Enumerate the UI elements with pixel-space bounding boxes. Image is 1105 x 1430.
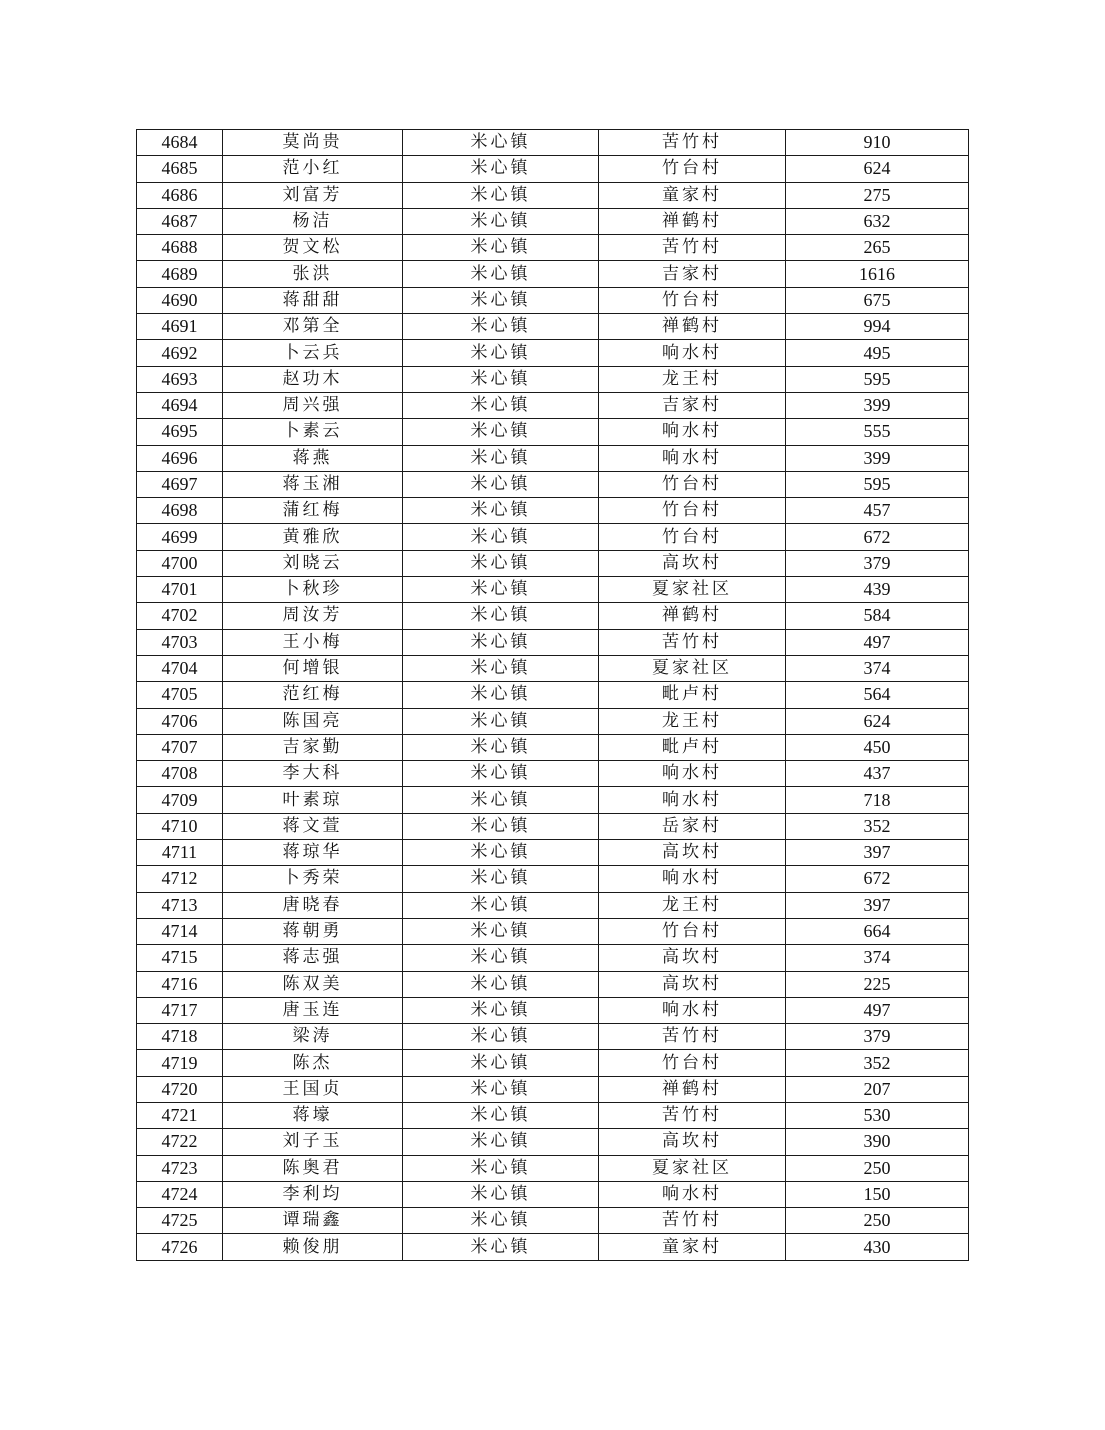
village-cell: 响水村: [599, 340, 786, 366]
row-number-cell: 4717: [137, 997, 223, 1023]
row-number-cell: 4718: [137, 1024, 223, 1050]
table-row: [137, 971, 969, 997]
table-row: [137, 655, 969, 681]
town-cell: 米心镇: [403, 471, 599, 497]
town-cell: 米心镇: [403, 655, 599, 681]
village-cell: 竹台村: [599, 287, 786, 313]
row-number-cell: 4706: [137, 708, 223, 734]
row-number-cell: 4707: [137, 734, 223, 760]
town-cell: 米心镇: [403, 287, 599, 313]
amount-cell: 374: [786, 945, 969, 971]
row-number-cell: 4724: [137, 1181, 223, 1207]
row-number-cell: 4689: [137, 261, 223, 287]
table-row: [137, 629, 969, 655]
village-cell: 竹台村: [599, 1050, 786, 1076]
amount-cell: 675: [786, 287, 969, 313]
row-number-cell: 4722: [137, 1129, 223, 1155]
amount-cell: 207: [786, 1076, 969, 1102]
village-cell: 高坎村: [599, 945, 786, 971]
row-number-cell: 4692: [137, 340, 223, 366]
row-number-cell: 4713: [137, 892, 223, 918]
row-number-cell: 4686: [137, 182, 223, 208]
village-cell: 吉家村: [599, 261, 786, 287]
name-cell: 张洪: [223, 261, 403, 287]
row-number-cell: 4715: [137, 945, 223, 971]
town-cell: 米心镇: [403, 235, 599, 261]
village-cell: 禅鹤村: [599, 1076, 786, 1102]
village-cell: 高坎村: [599, 840, 786, 866]
amount-cell: 437: [786, 761, 969, 787]
name-cell: 贺文松: [223, 235, 403, 261]
row-number-cell: 4721: [137, 1102, 223, 1128]
town-cell: 米心镇: [403, 366, 599, 392]
row-number-cell: 4719: [137, 1050, 223, 1076]
name-cell: 范小红: [223, 156, 403, 182]
name-cell: 蒲红梅: [223, 498, 403, 524]
row-number-cell: 4699: [137, 524, 223, 550]
row-number-cell: 4693: [137, 366, 223, 392]
amount-cell: 399: [786, 445, 969, 471]
table-row: [137, 577, 969, 603]
row-number-cell: 4701: [137, 577, 223, 603]
village-cell: 毗卢村: [599, 734, 786, 760]
row-number-cell: 4697: [137, 471, 223, 497]
table-row: [137, 787, 969, 813]
name-cell: 唐晓春: [223, 892, 403, 918]
roster-table: [136, 129, 969, 1261]
town-cell: 米心镇: [403, 524, 599, 550]
table-row: [137, 866, 969, 892]
village-cell: 毗卢村: [599, 682, 786, 708]
amount-cell: 250: [786, 1155, 969, 1181]
name-cell: 蒋琼华: [223, 840, 403, 866]
row-number-cell: 4710: [137, 813, 223, 839]
table-row: [137, 130, 969, 156]
name-cell: 卜云兵: [223, 340, 403, 366]
amount-cell: 910: [786, 130, 969, 156]
table-row: [137, 366, 969, 392]
name-cell: 杨洁: [223, 208, 403, 234]
village-cell: 龙王村: [599, 892, 786, 918]
amount-cell: 497: [786, 629, 969, 655]
village-cell: 禅鹤村: [599, 208, 786, 234]
town-cell: 米心镇: [403, 182, 599, 208]
table-row: [137, 471, 969, 497]
name-cell: 邓第全: [223, 314, 403, 340]
amount-cell: 624: [786, 708, 969, 734]
name-cell: 蒋玉湘: [223, 471, 403, 497]
town-cell: 米心镇: [403, 445, 599, 471]
town-cell: 米心镇: [403, 1155, 599, 1181]
village-cell: 响水村: [599, 866, 786, 892]
village-cell: 竹台村: [599, 918, 786, 944]
table-row: [137, 208, 969, 234]
town-cell: 米心镇: [403, 1208, 599, 1234]
table-row: [137, 340, 969, 366]
name-cell: 梁涛: [223, 1024, 403, 1050]
name-cell: 李利均: [223, 1181, 403, 1207]
village-cell: 禅鹤村: [599, 314, 786, 340]
name-cell: 卜秋珍: [223, 577, 403, 603]
village-cell: 响水村: [599, 761, 786, 787]
amount-cell: 457: [786, 498, 969, 524]
amount-cell: 265: [786, 235, 969, 261]
town-cell: 米心镇: [403, 708, 599, 734]
roster-table-body: [137, 130, 969, 1261]
village-cell: 夏家社区: [599, 577, 786, 603]
name-cell: 吉家勤: [223, 734, 403, 760]
village-cell: 响水村: [599, 1181, 786, 1207]
row-number-cell: 4712: [137, 866, 223, 892]
name-cell: 何增银: [223, 655, 403, 681]
row-number-cell: 4700: [137, 550, 223, 576]
amount-cell: 564: [786, 682, 969, 708]
village-cell: 夏家社区: [599, 655, 786, 681]
town-cell: 米心镇: [403, 1129, 599, 1155]
town-cell: 米心镇: [403, 261, 599, 287]
amount-cell: 150: [786, 1181, 969, 1207]
name-cell: 王小梅: [223, 629, 403, 655]
amount-cell: 352: [786, 1050, 969, 1076]
amount-cell: 672: [786, 524, 969, 550]
name-cell: 蒋燕: [223, 445, 403, 471]
table-row: [137, 1181, 969, 1207]
table-row: [137, 261, 969, 287]
name-cell: 刘子玉: [223, 1129, 403, 1155]
village-cell: 龙王村: [599, 708, 786, 734]
table-row: [137, 945, 969, 971]
town-cell: 米心镇: [403, 787, 599, 813]
name-cell: 蒋壕: [223, 1102, 403, 1128]
name-cell: 蒋志强: [223, 945, 403, 971]
village-cell: 响水村: [599, 445, 786, 471]
amount-cell: 595: [786, 366, 969, 392]
row-number-cell: 4726: [137, 1234, 223, 1260]
amount-cell: 1616: [786, 261, 969, 287]
town-cell: 米心镇: [403, 866, 599, 892]
name-cell: 范红梅: [223, 682, 403, 708]
row-number-cell: 4702: [137, 603, 223, 629]
village-cell: 响水村: [599, 997, 786, 1023]
name-cell: 黄雅欣: [223, 524, 403, 550]
town-cell: 米心镇: [403, 498, 599, 524]
row-number-cell: 4725: [137, 1208, 223, 1234]
town-cell: 米心镇: [403, 1102, 599, 1128]
town-cell: 米心镇: [403, 550, 599, 576]
town-cell: 米心镇: [403, 918, 599, 944]
amount-cell: 632: [786, 208, 969, 234]
row-number-cell: 4709: [137, 787, 223, 813]
amount-cell: 397: [786, 892, 969, 918]
amount-cell: 379: [786, 550, 969, 576]
name-cell: 叶素琼: [223, 787, 403, 813]
town-cell: 米心镇: [403, 945, 599, 971]
name-cell: 陈国亮: [223, 708, 403, 734]
village-cell: 苦竹村: [599, 1102, 786, 1128]
name-cell: 蒋甜甜: [223, 287, 403, 313]
name-cell: 赖俊朋: [223, 1234, 403, 1260]
village-cell: 高坎村: [599, 971, 786, 997]
town-cell: 米心镇: [403, 419, 599, 445]
amount-cell: 664: [786, 918, 969, 944]
village-cell: 夏家社区: [599, 1155, 786, 1181]
row-number-cell: 4720: [137, 1076, 223, 1102]
table-row: [137, 603, 969, 629]
amount-cell: 399: [786, 392, 969, 418]
village-cell: 苦竹村: [599, 130, 786, 156]
row-number-cell: 4691: [137, 314, 223, 340]
town-cell: 米心镇: [403, 1181, 599, 1207]
town-cell: 米心镇: [403, 734, 599, 760]
name-cell: 唐玉连: [223, 997, 403, 1023]
row-number-cell: 4690: [137, 287, 223, 313]
name-cell: 谭瑞鑫: [223, 1208, 403, 1234]
table-row: [137, 550, 969, 576]
row-number-cell: 4714: [137, 918, 223, 944]
village-cell: 岳家村: [599, 813, 786, 839]
table-row: [137, 182, 969, 208]
row-number-cell: 4696: [137, 445, 223, 471]
name-cell: 周兴强: [223, 392, 403, 418]
amount-cell: 530: [786, 1102, 969, 1128]
town-cell: 米心镇: [403, 629, 599, 655]
town-cell: 米心镇: [403, 1076, 599, 1102]
name-cell: 陈双美: [223, 971, 403, 997]
village-cell: 童家村: [599, 182, 786, 208]
row-number-cell: 4685: [137, 156, 223, 182]
amount-cell: 439: [786, 577, 969, 603]
village-cell: 高坎村: [599, 550, 786, 576]
row-number-cell: 4716: [137, 971, 223, 997]
town-cell: 米心镇: [403, 682, 599, 708]
name-cell: 莫尚贵: [223, 130, 403, 156]
table-row: [137, 235, 969, 261]
row-number-cell: 4688: [137, 235, 223, 261]
table-row: [137, 813, 969, 839]
amount-cell: 379: [786, 1024, 969, 1050]
town-cell: 米心镇: [403, 1234, 599, 1260]
town-cell: 米心镇: [403, 156, 599, 182]
amount-cell: 994: [786, 314, 969, 340]
table-row: [137, 445, 969, 471]
table-row: [137, 1102, 969, 1128]
row-number-cell: 4684: [137, 130, 223, 156]
village-cell: 响水村: [599, 787, 786, 813]
town-cell: 米心镇: [403, 577, 599, 603]
village-cell: 高坎村: [599, 1129, 786, 1155]
village-cell: 吉家村: [599, 392, 786, 418]
table-row: [137, 840, 969, 866]
amount-cell: 672: [786, 866, 969, 892]
town-cell: 米心镇: [403, 314, 599, 340]
town-cell: 米心镇: [403, 997, 599, 1023]
amount-cell: 495: [786, 340, 969, 366]
amount-cell: 450: [786, 734, 969, 760]
table-row: [137, 419, 969, 445]
name-cell: 卜秀荣: [223, 866, 403, 892]
town-cell: 米心镇: [403, 1050, 599, 1076]
name-cell: 王国贞: [223, 1076, 403, 1102]
town-cell: 米心镇: [403, 208, 599, 234]
table-row: [137, 1234, 969, 1260]
village-cell: 苦竹村: [599, 1208, 786, 1234]
table-row: [137, 392, 969, 418]
village-cell: 龙王村: [599, 366, 786, 392]
row-number-cell: 4695: [137, 419, 223, 445]
table-row: [137, 918, 969, 944]
amount-cell: 390: [786, 1129, 969, 1155]
table-row: [137, 708, 969, 734]
table-row: [137, 1024, 969, 1050]
village-cell: 竹台村: [599, 471, 786, 497]
table-row: [137, 1129, 969, 1155]
amount-cell: 352: [786, 813, 969, 839]
name-cell: 李大科: [223, 761, 403, 787]
table-row: [137, 1050, 969, 1076]
row-number-cell: 4711: [137, 840, 223, 866]
amount-cell: 275: [786, 182, 969, 208]
village-cell: 禅鹤村: [599, 603, 786, 629]
table-row: [137, 1076, 969, 1102]
row-number-cell: 4708: [137, 761, 223, 787]
village-cell: 竹台村: [599, 524, 786, 550]
table-row: [137, 761, 969, 787]
town-cell: 米心镇: [403, 761, 599, 787]
amount-cell: 555: [786, 419, 969, 445]
amount-cell: 595: [786, 471, 969, 497]
amount-cell: 584: [786, 603, 969, 629]
name-cell: 刘富芳: [223, 182, 403, 208]
village-cell: 苦竹村: [599, 629, 786, 655]
row-number-cell: 4705: [137, 682, 223, 708]
amount-cell: 430: [786, 1234, 969, 1260]
village-cell: 苦竹村: [599, 235, 786, 261]
amount-cell: 397: [786, 840, 969, 866]
table-row: [137, 997, 969, 1023]
town-cell: 米心镇: [403, 971, 599, 997]
row-number-cell: 4687: [137, 208, 223, 234]
town-cell: 米心镇: [403, 840, 599, 866]
table-row: [137, 314, 969, 340]
row-number-cell: 4703: [137, 629, 223, 655]
table-row: [137, 524, 969, 550]
town-cell: 米心镇: [403, 392, 599, 418]
town-cell: 米心镇: [403, 603, 599, 629]
village-cell: 竹台村: [599, 498, 786, 524]
table-row: [137, 1208, 969, 1234]
table-row: [137, 287, 969, 313]
name-cell: 卜素云: [223, 419, 403, 445]
table-row: [137, 156, 969, 182]
town-cell: 米心镇: [403, 892, 599, 918]
village-cell: 响水村: [599, 419, 786, 445]
amount-cell: 225: [786, 971, 969, 997]
row-number-cell: 4723: [137, 1155, 223, 1181]
name-cell: 周汝芳: [223, 603, 403, 629]
amount-cell: 374: [786, 655, 969, 681]
village-cell: 童家村: [599, 1234, 786, 1260]
village-cell: 苦竹村: [599, 1024, 786, 1050]
table-row: [137, 682, 969, 708]
name-cell: 蒋文萱: [223, 813, 403, 839]
town-cell: 米心镇: [403, 1024, 599, 1050]
name-cell: 陈奥君: [223, 1155, 403, 1181]
village-cell: 竹台村: [599, 156, 786, 182]
row-number-cell: 4694: [137, 392, 223, 418]
amount-cell: 250: [786, 1208, 969, 1234]
amount-cell: 497: [786, 997, 969, 1023]
name-cell: 赵功木: [223, 366, 403, 392]
name-cell: 蒋朝勇: [223, 918, 403, 944]
town-cell: 米心镇: [403, 340, 599, 366]
name-cell: 刘晓云: [223, 550, 403, 576]
town-cell: 米心镇: [403, 130, 599, 156]
table-row: [137, 892, 969, 918]
row-number-cell: 4698: [137, 498, 223, 524]
table-row: [137, 1155, 969, 1181]
row-number-cell: 4704: [137, 655, 223, 681]
name-cell: 陈杰: [223, 1050, 403, 1076]
table-row: [137, 734, 969, 760]
amount-cell: 718: [786, 787, 969, 813]
table-row: [137, 498, 969, 524]
town-cell: 米心镇: [403, 813, 599, 839]
amount-cell: 624: [786, 156, 969, 182]
